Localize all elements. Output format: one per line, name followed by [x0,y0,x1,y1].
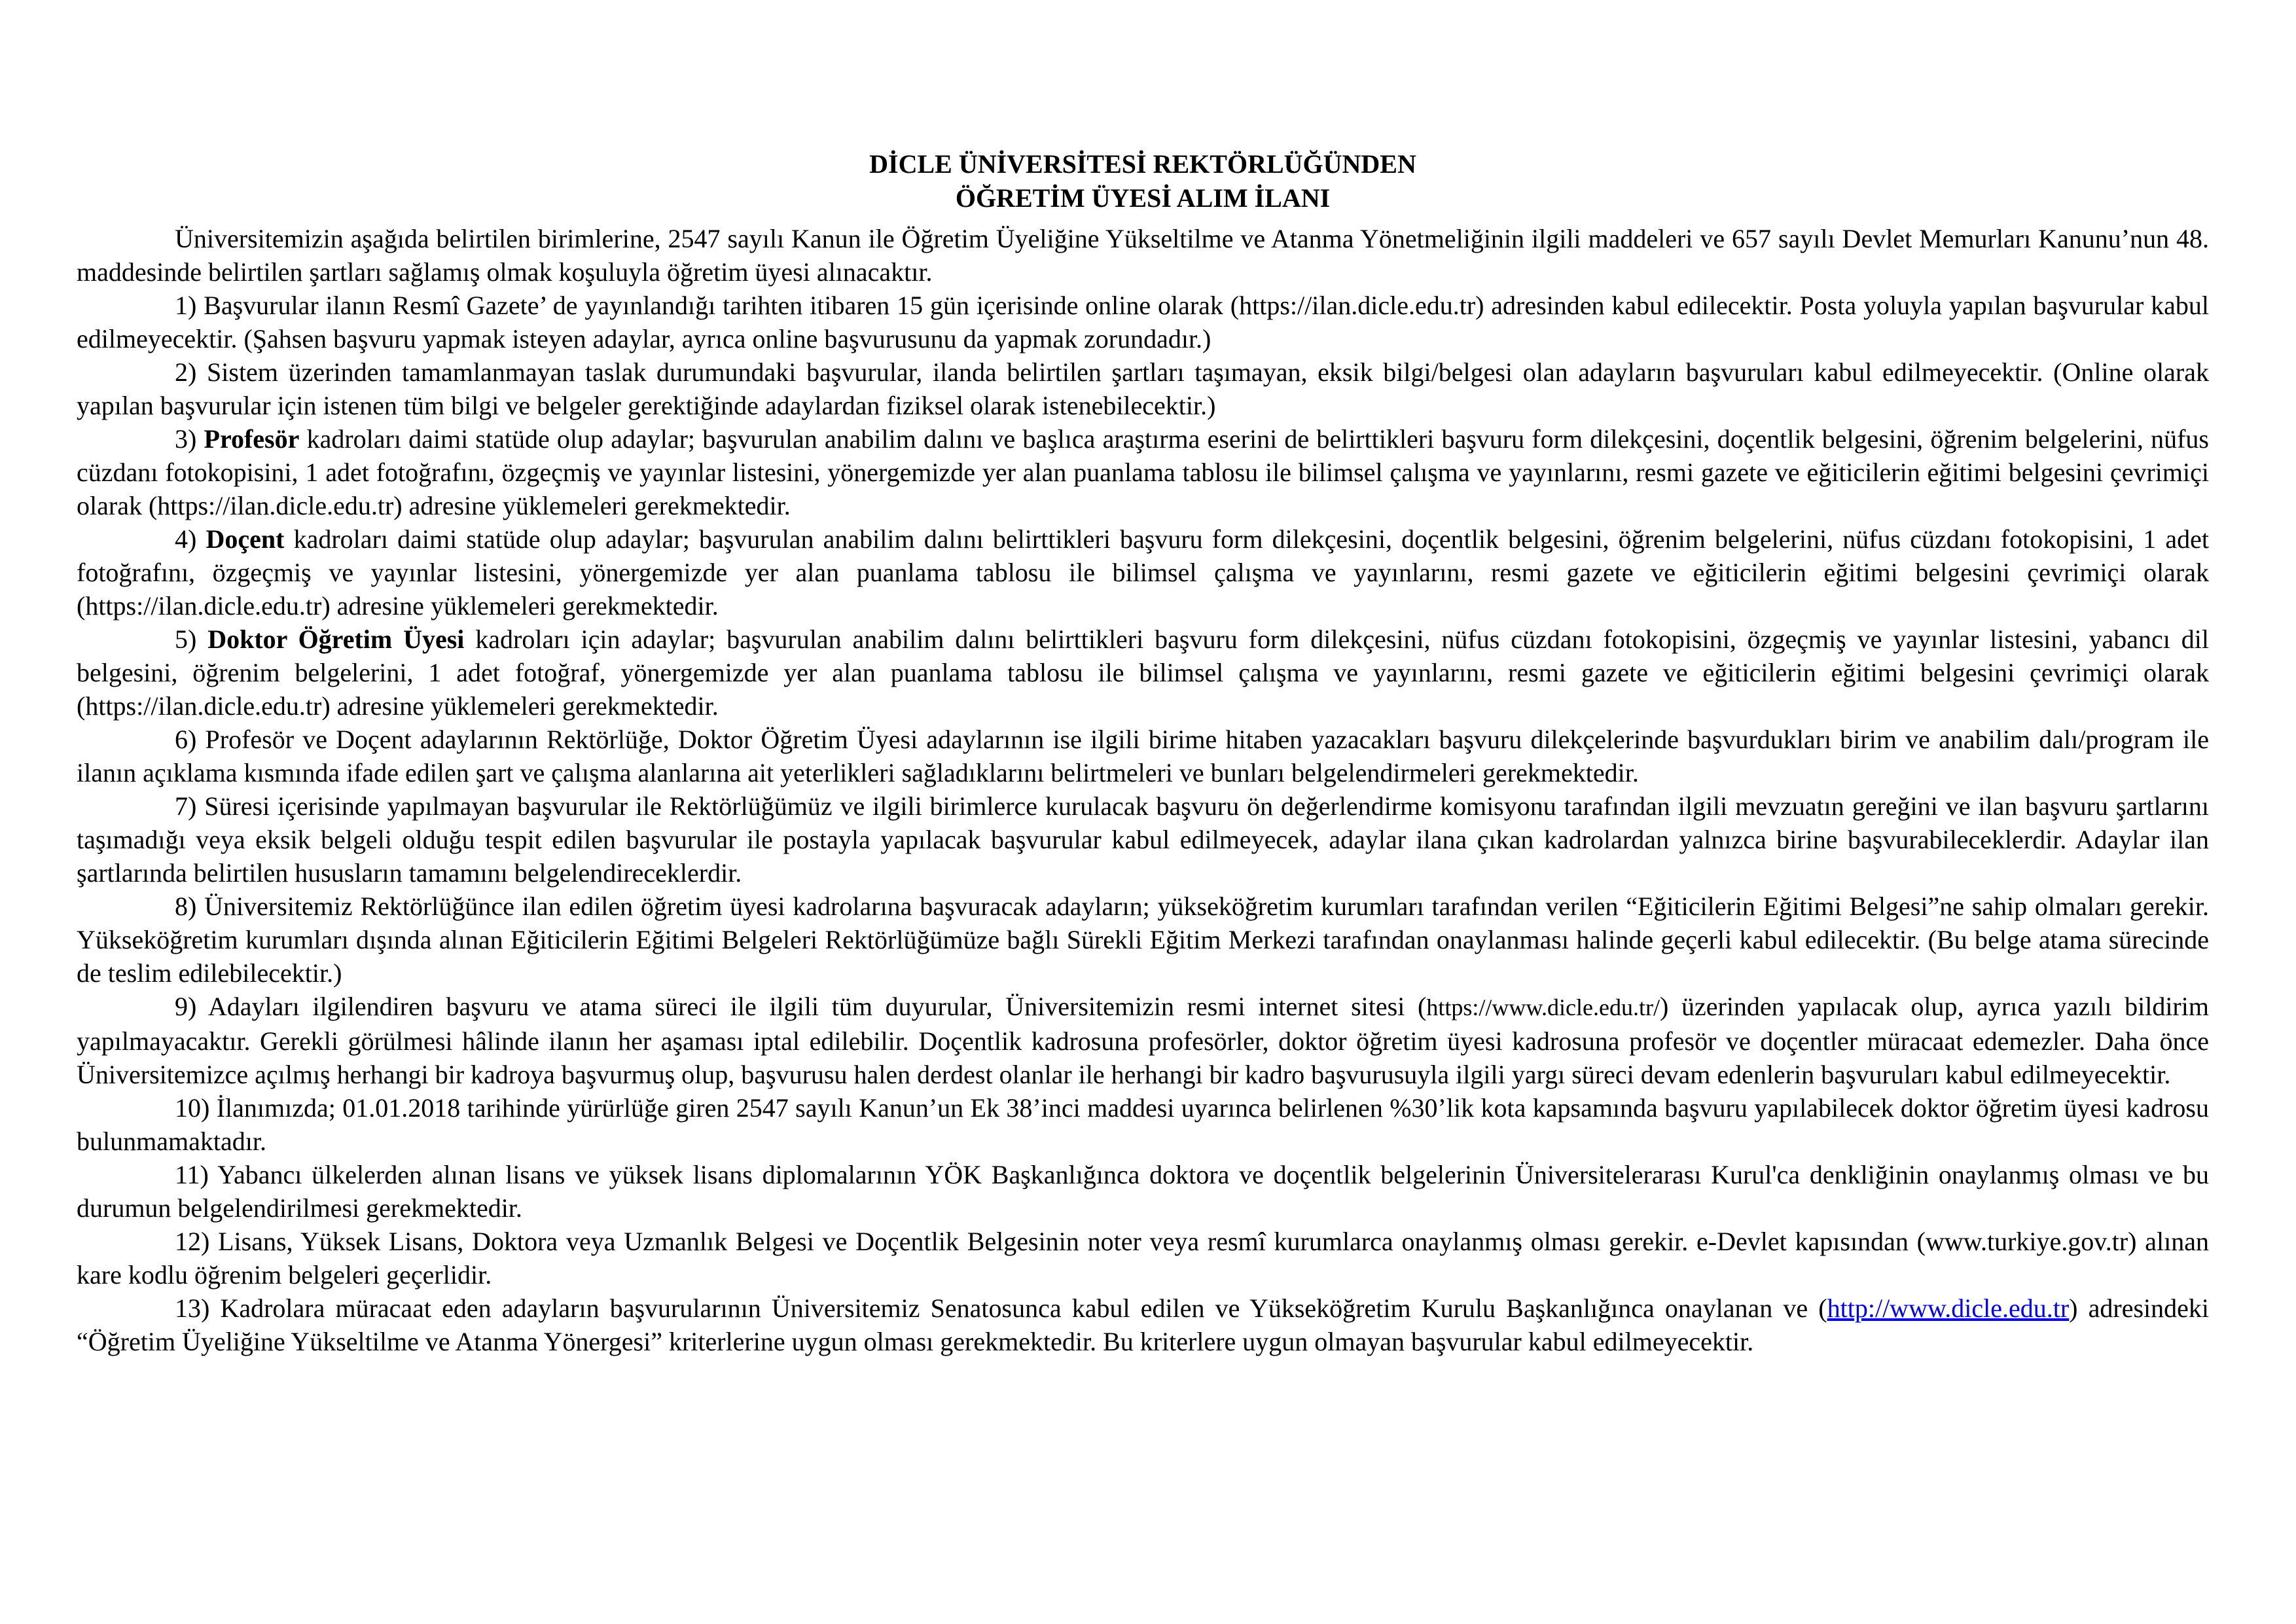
paragraph-12: 12) Lisans, Yüksek Lisans, Doktora veya Uzmanlık Belgesi ve Doçentlik Belgesinin noter veya resmî kurumlarca onaylanmış olması gerekir. e-Devlet kapısından (www.turkiye.gov.tr) alınan kare kodlu öğrenim belgeleri geçerlidir. [77,1227,2209,1290]
paragraph-2: 2) Sistem üzerinden tamamlanmayan taslak durumundaki başvurular, ilanda belirtilen şartları taşımayan, eksik bilgi/belgesi olan adayların başvuruları kabul edilmeyecektir. (Online olarak yapılan başvurular için istenen tüm bilgi ve belgeler gerektiğinde adaylardan fiziksel olarak istenebilecektir.) [77,357,2209,420]
dicle-website-link[interactable]: http://www.dicle.edu.tr [1827,1293,2070,1323]
document-page [77,147,2209,1358]
paragraph-13 [77,1291,2209,1358]
paragraph-intro: Üniversitemizin aşağıda belirtilen birimlerine, 2547 sayılı Kanun ile Öğretim Üyeliğine Yükseltilme ve Atanma Yönetmeliğinin ilgili maddeleri ve 657 sayılı Devlet Memurları Kanunu’nun 48. maddesinde belirtilen şartları sağlamış olmak koşuluyla öğretim üyesi alınacaktır. [77,224,2209,287]
paragraph-11: 11) Yabancı ülkelerden alınan lisans ve yüksek lisans diplomalarının YÖK Başkanlığınca doktora ve doçentlik belgelerinin Üniversitelerarası Kurul'ca denkliğinin onaylanmış olması ve bu durumun belgelendirilmesi gerekmektedir. [77,1160,2209,1223]
paragraph-3-rest: kadroları daimi statüde olup adaylar; başvurulan anabilim dalını ve başlıca araştırma eserini de belirttikleri başvuru form dilekçesini, doçentlik belgesini, öğrenim belgelerini, nüfus cüzdanı fotokopisini, 1 adet fotoğrafını, özgeçmiş ve yayınlar listesini, yönergemizde yer alan puanlama tablosu ile bilimsel çalışma ve yayınlarını, resmi gazete ve eğiticilerin eğitimi belgesini çevrimiçi olarak (https://ilan.dicle.edu.tr) adresine yüklemeleri gerekmektedir. [77,424,2209,520]
paragraph-3-bold: Profesör [204,424,300,454]
paragraph-10: 10) İlanımızda; 01.01.2018 tarihinde yürürlüğe giren 2547 sayılı Kanun’un Ek 38’inci maddesi uyarınca belirlenen %30’lik kota kapsamında başvuru yapılabilecek doktor öğretim üyesi kadrosu bulunmamaktadır. [77,1093,2209,1156]
paragraph-8: 8) Üniversitemiz Rektörlüğünce ilan edilen öğretim üyesi kadrolarına başvuracak adayların; yükseköğretim kurumları tarafından verilen “Eğiticilerin Eğitimi Belgesi”ne sahip olmaları gerekir. Yükseköğretim kurumları dışında alınan Eğiticilerin Eğitimi Belgeleri Rektörlüğümüze bağlı Sürekli Eğitim Merkezi tarafından onaylanması halinde geçerli kabul edilecektir. (Bu belge atama sürecinde de teslim edilebilecektir.) [77,892,2209,988]
paragraph-9 [77,990,2209,1091]
paragraph-4 [77,522,2209,623]
paragraph-13-post: ) adresindeki “Öğretim Üyeliğine Yükseltilme ve Atanma Yönergesi” kriterlerine uygun olması gerekmektedir. Bu kriterlere uygun olmayan başvurular kabul edilmeyecektir. [77,1293,2209,1356]
paragraph-6: 6) Profesör ve Doçent adaylarının Rektörlüğe, Doktor Öğretim Üyesi adaylarının ise ilgili birime hitaben yazacakları başvuru dilekçelerinde başvurdukları birim ve anabilim dalı/program ile ilanın açıklama kısmında ifade edilen şart ve çalışma alanlarına ait yeterlikleri sağladıklarını belirtmeleri ve bunları belgelendirmeleri gerekmektedir. [77,725,2209,787]
paragraph-9-pre: 9) Adayları ilgilendiren başvuru ve atama süreci ile ilgili tüm duyurular, Üniversitemizin resmi internet sitesi ( [175,992,1427,1021]
paragraph-1: 1) Başvurular ilanın Resmî Gazete’ de yayınlandığı tarihten itibaren 15 gün içerisinde online olarak (https://ilan.dicle.edu.tr) adresinden kabul edilecektir. Posta yoluyla yapılan başvurular kabul edilmeyecektir. (Şahsen başvuru yapmak isteyen adaylar, ayrıca online başvurusunu da yapmak zorundadır.) [77,291,2209,353]
paragraph-13-pre: 13) Kadrolara müracaat eden adayların başvurularının Üniversitemiz Senatosunca kabul edilen ve Yükseköğretim Kurulu Başkanlığınca onaylanan ve ( [175,1293,1827,1323]
document-title-line1: DİCLE ÜNİVERSİTESİ REKTÖRLÜĞÜNDEN [869,149,1416,179]
paragraph-5-prefix: 5) [175,624,208,654]
paragraph-9-url: https://www.dicle.edu.tr/ [1426,994,1660,1020]
paragraph-3-prefix: 3) [175,424,204,454]
paragraph-4-rest: kadroları daimi statüde olup adaylar; başvurulan anabilim dalını belirttikleri başvuru form dilekçesini, doçentlik belgesini, öğrenim belgelerini, nüfus cüzdanı fotokopisini, 1 adet fotoğrafını, özgeçmiş ve yayınlar listesini, yönergemizde yer alan puanlama tablosu ile bilimsel çalışma ve yayınlarını, resmi gazete ve eğiticilerin eğitimi belgesini çevrimiçi olarak (https://ilan.dicle.edu.tr) adresine yüklemeleri gerekmektedir. [77,524,2209,621]
paragraph-4-prefix: 4) [175,524,206,554]
paragraph-7: 7) Süresi içerisinde yapılmayan başvurular ile Rektörlüğümüz ve ilgili birimlerce kurulacak başvuru ön değerlendirme komisyonu tarafından ilgili mevzuatın gereğini ve ilan başvuru şartlarını taşımadığı veya eksik belgeli olduğu tespit edilen başvurular ile postayla yapılacak başvurular kabul edilmeyecek, adaylar ilana çıkan kadrolardan yalnızca birine başvurabileceklerdir. Adaylar ilan şartlarında belirtilen hususların tamamını belgelendireceklerdir. [77,791,2209,888]
paragraph-5 [77,623,2209,723]
paragraph-4-bold: Doçent [206,524,285,554]
paragraph-5-bold: Doktor Öğretim Üyesi [207,624,465,654]
paragraph-5-rest: kadroları için adaylar; başvurulan anabilim dalını belirttikleri başvuru form dilekçesini, nüfus cüzdanı fotokopisini, özgeçmiş ve yayınlar listesini, yabancı dil belgesini, öğrenim belgelerini, 1 adet fotoğraf, yönergemizde yer alan puanlama tablosu ile bilimsel çalışma ve yayınlarını, resmi gazete ve eğiticilerin eğitimi belgesini çevrimiçi olarak (https://ilan.dicle.edu.tr) adresine yüklemeleri gerekmektedir. [77,624,2209,721]
document-title-line2: ÖĞRETİM ÜYESİ ALIM İLANI [955,183,1331,213]
paragraph-3 [77,422,2209,522]
paragraph-9-post: ) üzerinden yapılacak olup, ayrıca yazılı bildirim yapılmayacaktır. Gerekli görülmesi hâlinde ilanın her aşaması iptal edilebilir. Doçentlik kadrosuna profesörler, doktor öğretim üyesi kadrosuna profesör ve doçentler müracaat edemezler. Daha önce Üniversitemizce açılmış herhangi bir kadroya başvurmuş olup, başvurusu halen derdest olanlar ile herhangi bir kadro başvurusuyla ilgili yargı süreci devam edenlerin başvuruları kabul edilmeyecektir. [77,992,2209,1089]
document-body [77,222,2209,1358]
